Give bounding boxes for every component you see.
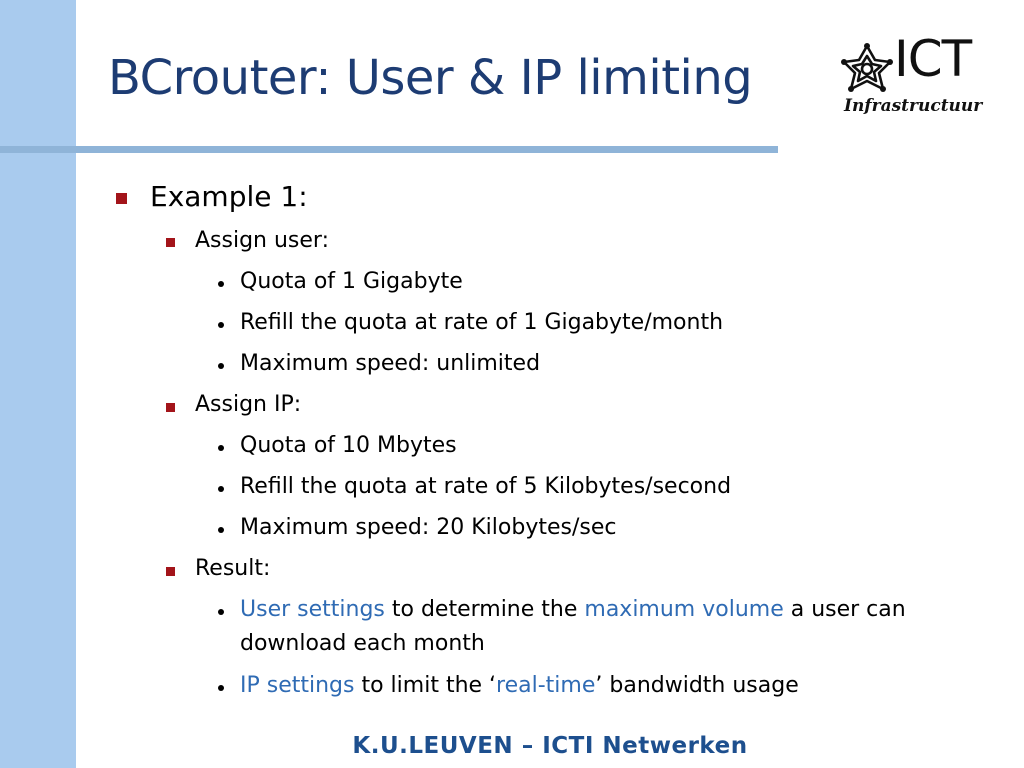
list-item: Refill the quota at rate of 5 Kilobytes/second bbox=[240, 474, 732, 499]
result-item-user-settings bbox=[240, 597, 906, 622]
bullet-square bbox=[166, 403, 175, 412]
list-item: Quota of 1 Gigabyte bbox=[240, 269, 463, 294]
logo-acronym: ICT bbox=[894, 30, 972, 88]
slide-title: BCrouter: User & IP limiting bbox=[108, 50, 753, 106]
highlight-text: real-time bbox=[496, 673, 596, 698]
slide-footer: K.U.LEUVEN – ICTI Netwerken bbox=[352, 733, 748, 759]
assign-ip-label: Assign IP: bbox=[195, 392, 302, 417]
bullet-dot bbox=[218, 445, 224, 451]
bullet-dot bbox=[218, 685, 224, 691]
list-item: Maximum speed: 20 Kilobytes/sec bbox=[240, 515, 617, 540]
highlight-text: User settings bbox=[240, 597, 385, 622]
plain-text: ’ bandwidth usage bbox=[595, 673, 799, 698]
bullet-dot bbox=[218, 609, 224, 615]
highlight-text: maximum volume bbox=[584, 597, 784, 622]
list-item: Quota of 10 Mbytes bbox=[240, 433, 457, 458]
logo-subtitle: Infrastructuur bbox=[844, 96, 983, 116]
result-item-continuation: download each month bbox=[240, 631, 485, 656]
assign-user-label: Assign user: bbox=[195, 228, 329, 253]
bullet-dot bbox=[218, 281, 224, 287]
bullet-square bbox=[116, 193, 127, 204]
list-item: Refill the quota at rate of 1 Gigabyte/month bbox=[240, 310, 724, 335]
list-item: Maximum speed: unlimited bbox=[240, 351, 541, 376]
bullet-square bbox=[166, 567, 175, 576]
plain-text: a user can bbox=[783, 597, 906, 622]
result-item-ip-settings bbox=[240, 673, 799, 698]
bullet-square bbox=[166, 238, 175, 247]
example-heading: Example 1: bbox=[150, 180, 308, 213]
bullet-dot bbox=[218, 486, 224, 492]
bullet-dot bbox=[218, 322, 224, 328]
result-label: Result: bbox=[195, 556, 271, 581]
bullet-dot bbox=[218, 363, 224, 369]
bullet-dot bbox=[218, 527, 224, 533]
plain-text: to limit the ‘ bbox=[354, 673, 497, 698]
plain-text: to determine the bbox=[384, 597, 585, 622]
highlight-text: IP settings bbox=[240, 673, 355, 698]
